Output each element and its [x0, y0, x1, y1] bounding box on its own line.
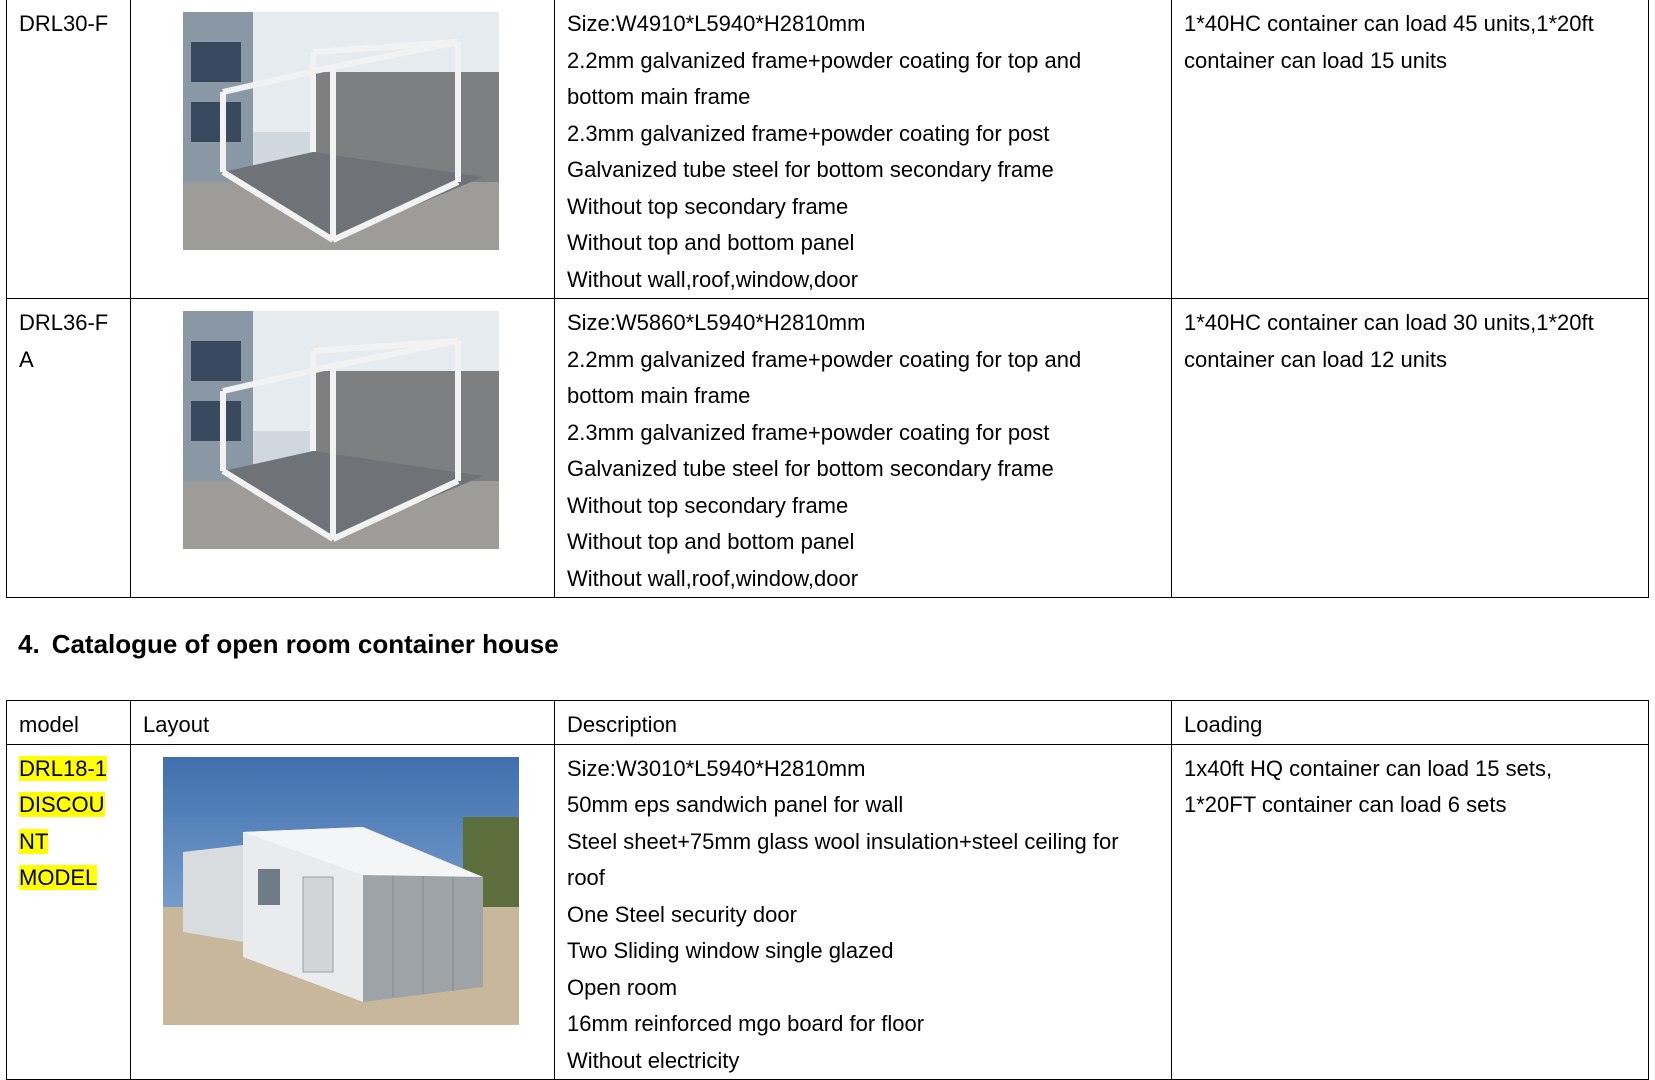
highlighted-model-text: NT — [19, 828, 49, 854]
highlighted-model-text: MODEL — [19, 865, 98, 890]
section-heading — [18, 629, 559, 660]
header-layout: Layout — [131, 701, 555, 745]
steel-frame-photo — [183, 12, 499, 250]
table-header-row — [7, 701, 1649, 745]
loading-cell: 1*40HC container can load 30 units,1*20ft container can load 12 units — [1172, 299, 1649, 598]
highlighted-model-text: DISCOU — [19, 792, 105, 817]
section-number: 4. — [18, 629, 40, 659]
loading-cell: 1*40HC container can load 45 units,1*20ft container can load 15 units — [1172, 0, 1649, 299]
header-loading: Loading — [1172, 701, 1649, 745]
model-cell — [7, 744, 131, 1080]
image-cell — [131, 744, 555, 1080]
loading-cell: 1x40ft HQ container can load 15 sets, 1*20FT container can load 6 sets — [1172, 744, 1649, 1080]
container-house-photo — [163, 757, 519, 1025]
catalogue-table-open-room — [6, 700, 1649, 1080]
description-cell: Size:W4910*L5940*H2810mm 2.2mm galvanized frame+powder coating for top and bottom main frame 2.3mm galvanized frame+powder coating for post Galvanized tube steel for bottom secondary frame Without top secondary frame Without top and bottom panel Without wall,roof,window,door — [555, 0, 1172, 299]
image-cell — [131, 0, 555, 299]
description-cell: Size:W3010*L5940*H2810mm 50mm eps sandwich panel for wall Steel sheet+75mm glass wool insulation+steel ceiling for roof One Steel security door Two Sliding window single glazed Open room 16mm reinforced mgo board for floor Without electricity — [555, 744, 1172, 1080]
section-title: Catalogue of open room container house — [51, 629, 559, 659]
description-cell: Size:W5860*L5940*H2810mm 2.2mm galvanized frame+powder coating for top and bottom main frame 2.3mm galvanized frame+powder coating for post Galvanized tube steel for bottom secondary frame Without top secondary frame Without top and bottom panel Without wall,roof,window,door — [555, 299, 1172, 598]
highlighted-model-text: DRL18-1 — [19, 755, 108, 781]
image-cell — [131, 299, 555, 598]
header-model: model — [7, 701, 131, 745]
table-row — [7, 299, 1649, 598]
steel-frame-photo — [183, 311, 499, 549]
table-row — [7, 744, 1649, 1080]
catalogue-table-frames — [6, 0, 1649, 598]
model-cell: DRL36-FA — [7, 299, 131, 598]
table-row — [7, 0, 1649, 299]
model-cell: DRL30-F — [7, 0, 131, 299]
header-description: Description — [555, 701, 1172, 745]
